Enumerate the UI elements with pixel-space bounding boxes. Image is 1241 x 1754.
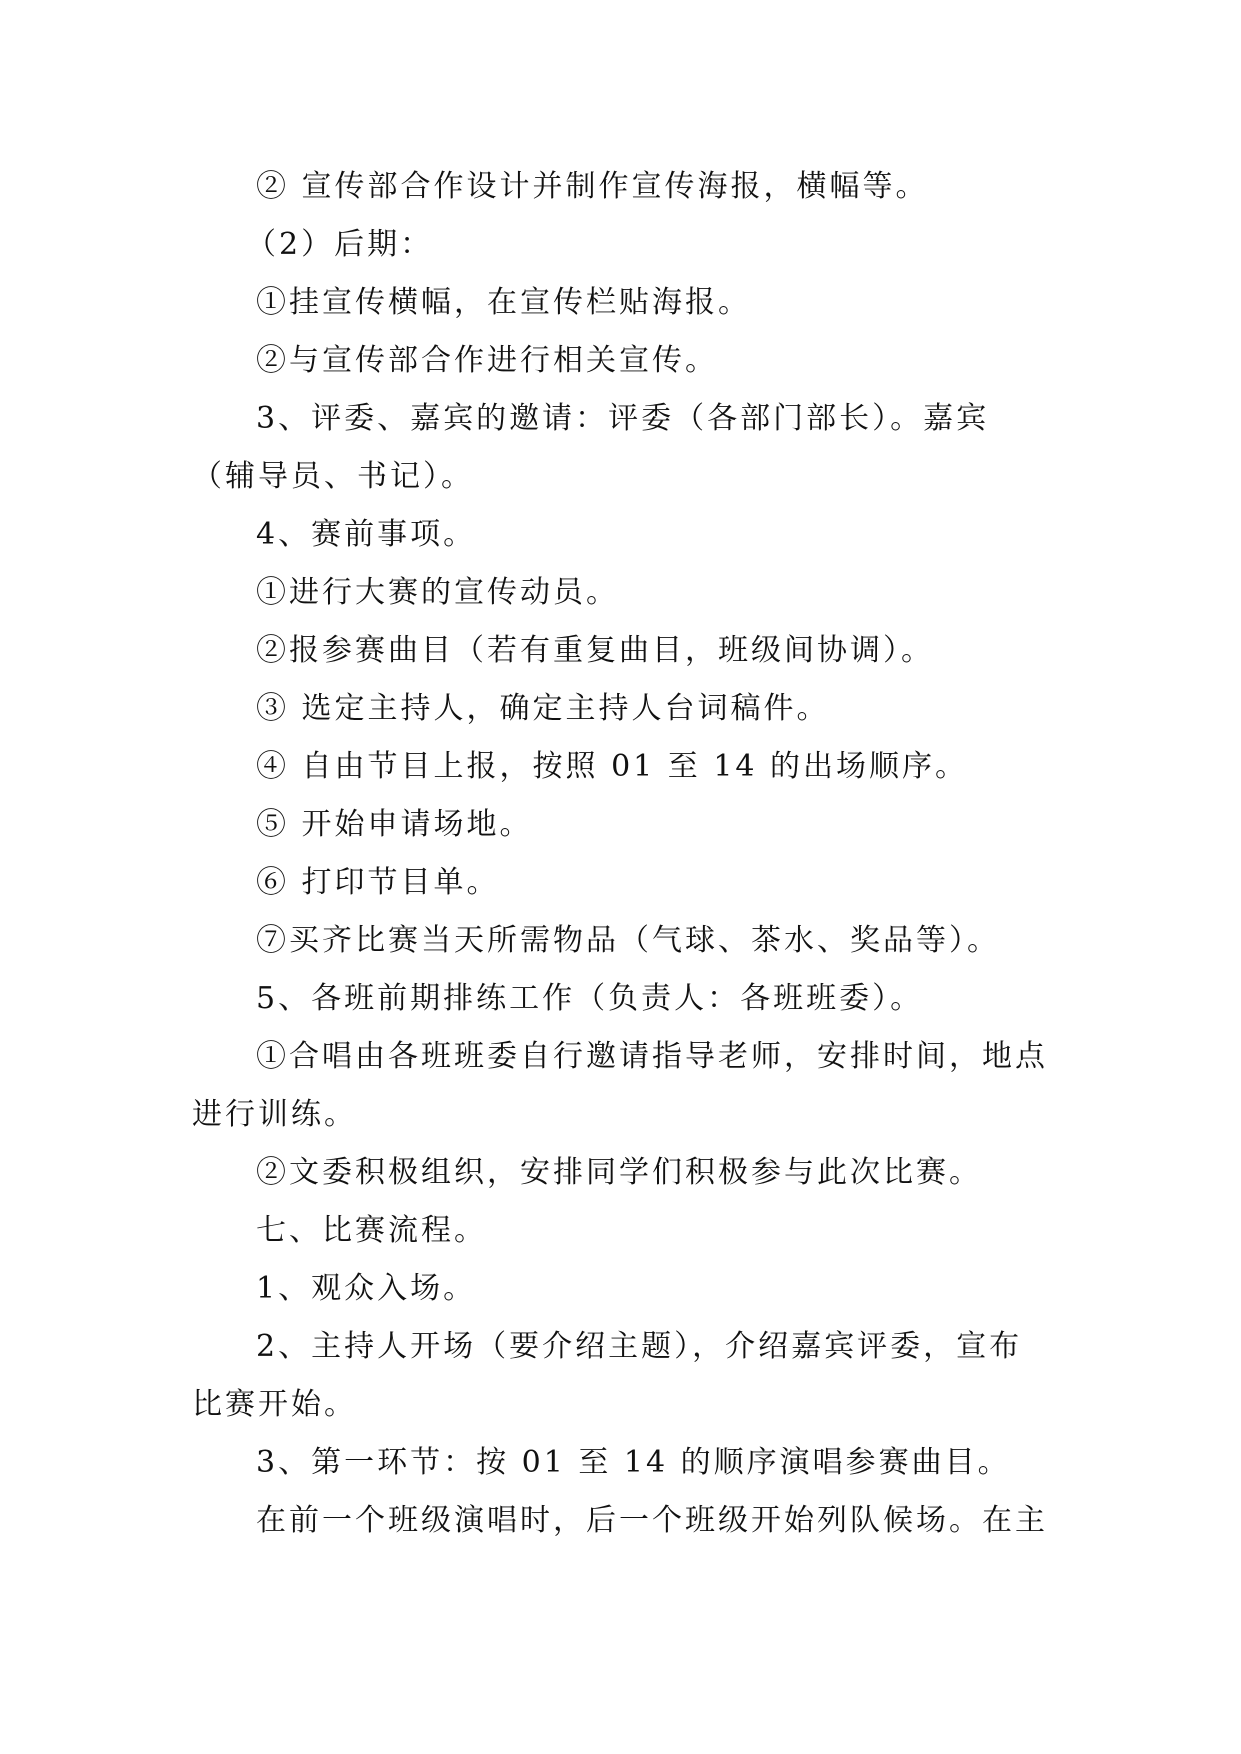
paragraph-later-stage: （2）后期： — [246, 227, 434, 262]
paragraph-print-program: ⑥ 打印节目单。 — [256, 865, 500, 900]
paragraph-judges-invitation: 3、评委、嘉宾的邀请：评委（各部门部长）。嘉宾（辅导员、书记）。 — [192, 401, 990, 494]
paragraph-audience-entry: 1、观众入场。 — [256, 1271, 477, 1306]
paragraph-free-program: ④ 自由节目上报，按照 01 至 14 的出场顺序。 — [256, 749, 969, 784]
paragraph-organize-participation: ②文委积极组织，安排同学们积极参与此次比赛。 — [256, 1155, 982, 1190]
paragraph-mobilization: ①进行大赛的宣传动员。 — [256, 575, 619, 610]
paragraph-host-selection: ③ 选定主持人，确定主持人台词稿件。 — [256, 691, 830, 726]
paragraph-first-round: 3、第一环节：按 01 至 14 的顺序演唱参赛曲目。 — [256, 1445, 1011, 1480]
section-heading-contest-process: 七、比赛流程。 — [256, 1213, 487, 1248]
paragraph-hang-banner: ①挂宣传横幅，在宣传栏贴海报。 — [256, 285, 751, 320]
paragraph-publicity-poster: ② 宣传部合作设计并制作宣传海报，横幅等。 — [256, 169, 929, 204]
paragraph-venue-application: ⑤ 开始申请场地。 — [256, 807, 533, 842]
paragraph-song-registration: ②报参赛曲目（若有重复曲目，班级间协调）。 — [256, 633, 934, 668]
paragraph-class-rehearsal: 5、各班前期排练工作（负责人：各班班委）。 — [256, 981, 924, 1016]
paragraph-publicity-cooperation: ②与宣传部合作进行相关宣传。 — [256, 343, 718, 378]
paragraph-queue-waiting: 在前一个班级演唱时，后一个班级开始列队候场。在主 — [256, 1503, 1048, 1538]
paragraph-choir-training: ①合唱由各班班委自行邀请指导老师，安排时间，地点进行训练。 — [192, 1039, 1048, 1132]
paragraph-host-opening: 2、主持人开场（要介绍主题），介绍嘉宾评委，宣布比赛开始。 — [192, 1329, 1023, 1422]
paragraph-pre-contest: 4、赛前事项。 — [256, 517, 477, 552]
paragraph-buy-supplies: ⑦买齐比赛当天所需物品（气球、茶水、奖品等）。 — [256, 923, 1000, 958]
